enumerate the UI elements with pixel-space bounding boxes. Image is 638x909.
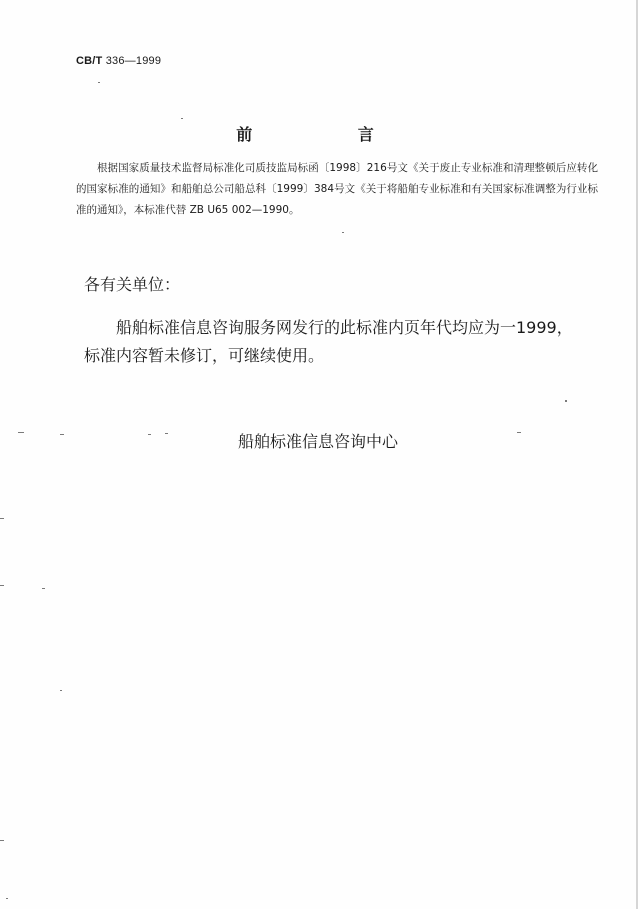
scan-speck	[6, 898, 8, 899]
preface-body: 根据国家质量技术监督局标准化司质技监局标函〔1998〕216号文《关于废止专业标准和清理整顿后应转化的国家标准的通知》和船舶总公司船总科〔1999〕384号文《关于将船舶专业标准和有关国家标准调整为行业标准的通知》，本标准代替 ZB U65 002—1990。	[76, 162, 598, 216]
notice-signature: 船舶标准信息咨询中心	[238, 432, 399, 451]
scan-speck	[0, 585, 4, 586]
scan-speck	[565, 400, 567, 402]
scan-speck	[517, 432, 521, 433]
notice-body: 船舶标准信息咨询服务网发行的此标准内页年代均应为一1999，标准内容暂未修订，可继续使用。	[84, 318, 573, 365]
scan-speck	[60, 690, 62, 691]
scan-speck	[60, 434, 64, 435]
scan-speck	[0, 840, 4, 841]
preface-title: 前 言	[236, 125, 424, 144]
scan-speck	[165, 433, 168, 434]
scan-speck	[98, 82, 100, 83]
scan-speck	[0, 518, 4, 519]
scan-speck	[18, 432, 24, 433]
scan-speck	[342, 232, 344, 233]
scan-speck	[181, 118, 183, 119]
standard-code-prefix: CB/T	[76, 55, 103, 67]
scan-speck	[148, 434, 151, 435]
standard-code-number: 336—1999	[105, 55, 162, 67]
notice-salutation: 各有关单位：	[84, 275, 181, 294]
scan-speck	[42, 588, 45, 589]
standard-code	[76, 55, 161, 67]
